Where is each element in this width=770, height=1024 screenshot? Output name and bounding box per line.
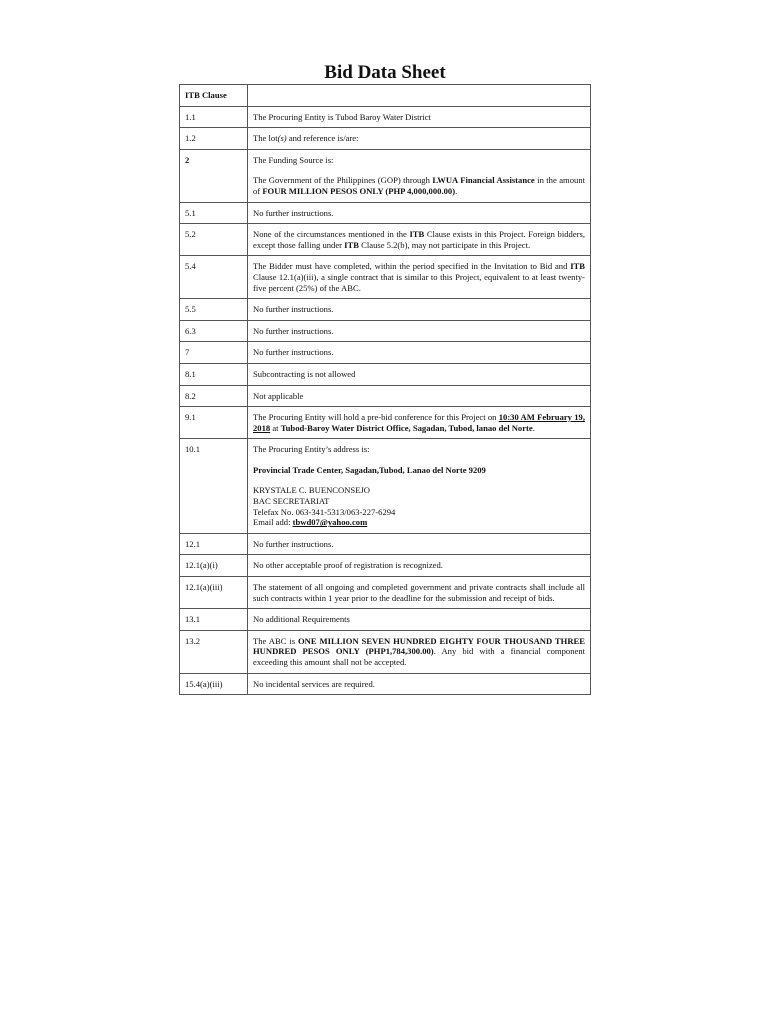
text-run: at [270, 422, 281, 433]
clause-text [248, 630, 591, 673]
table-row [180, 149, 591, 202]
contact-name: KRYSTALE C. BUENCONSEJO [253, 485, 371, 496]
clause-number: 12.1 [180, 533, 248, 555]
text-run: Clause 12.1(a)(iii), a single contract that is similar to this Project, equivalent to at least twenty-five percent (25%) of the ABC. [253, 271, 585, 293]
clause-number: 1.1 [180, 106, 248, 128]
clause-text [248, 149, 591, 202]
clause-text: No further instructions. [248, 533, 591, 555]
table-row [180, 555, 591, 577]
contact-email [253, 517, 585, 528]
clause-number: 7 [180, 342, 248, 364]
table-row [180, 533, 591, 555]
clause-text: No further instructions. [248, 299, 591, 321]
clause-text: No further instructions. [248, 320, 591, 342]
table-row [180, 407, 591, 439]
text-run: None of the circumstances mentioned in the [253, 229, 410, 240]
bid-data-table [179, 84, 591, 695]
table-row [180, 439, 591, 534]
table-row [180, 609, 591, 631]
clause-number: 2 [180, 149, 248, 202]
header-itb-clause: ITB Clause [180, 85, 248, 107]
clause-number: 5.2 [180, 224, 248, 256]
table-row [180, 577, 591, 609]
clause-number: 12.1(a)(iii) [180, 577, 248, 609]
clause-number: 12.1(a)(i) [180, 555, 248, 577]
text-run: LWUA Financial Assistance [432, 175, 535, 186]
clause-number: 15.4(a)(iii) [180, 673, 248, 695]
table-row [180, 256, 591, 299]
clause-number: 5.1 [180, 202, 248, 224]
clause-text: No other acceptable proof of registration is recognized. [248, 555, 591, 577]
clause-number: 1.2 [180, 128, 248, 150]
table-row [180, 202, 591, 224]
address-intro: The Procuring Entity’s address is: [253, 444, 370, 455]
email-link[interactable]: tbwd07@yahoo.com [292, 517, 368, 528]
table-row [180, 673, 591, 695]
table-header-row [180, 85, 591, 107]
table-row [180, 224, 591, 256]
clause-text [248, 439, 591, 534]
text-run: The lot [253, 133, 278, 144]
clause-text [248, 224, 591, 256]
clause-text: No further instructions. [248, 202, 591, 224]
table-row [180, 299, 591, 321]
text-run: (s) [277, 133, 287, 144]
clause-text: No further instructions. [248, 342, 591, 364]
text-run: Clause exists in this Project. Foreign bidders, except those falling under [253, 229, 586, 250]
table-row [180, 320, 591, 342]
document-title: Bid Data Sheet [324, 62, 446, 83]
table-row [180, 106, 591, 128]
text-run: ITB [344, 239, 359, 250]
text-run: ITB [409, 229, 425, 240]
clause-text: No additional Requirements [248, 609, 591, 631]
clause-number: 5.5 [180, 299, 248, 321]
clause-text [248, 128, 591, 150]
funding-detail [253, 175, 585, 196]
text-run: ITB [570, 261, 585, 272]
clause-number: 5.4 [180, 256, 248, 299]
clause-number: 10.1 [180, 439, 248, 534]
text-run: The ABC is [253, 635, 298, 646]
clause-text: Not applicable [248, 385, 591, 407]
text-run: FOUR MILLION PESOS ONLY (PHP 4,000,000.00) [262, 185, 456, 196]
clause-text: Subcontracting is not allowed [248, 363, 591, 385]
clause-number: 8.2 [180, 385, 248, 407]
table-row [180, 342, 591, 364]
text-run: and reference is/are: [286, 133, 359, 144]
table-row [180, 385, 591, 407]
text-run: . [455, 185, 458, 196]
text-run: Email add: [253, 517, 293, 528]
header-description [248, 85, 591, 107]
entity-address: Provincial Trade Center, Sagadan,Tubod, Lanao del Norte 9209 [253, 464, 486, 475]
text-run: . [532, 422, 535, 433]
prebid-venue: Tubod-Baroy Water District Office, Sagadan, Tubod, lanao del Norte [280, 422, 533, 433]
clause-text: No incidental services are required. [248, 673, 591, 695]
clause-text: The statement of all ongoing and completed government and private contracts shall include all such contracts within 1 year prior to the deadline for the submission and receipt of bids. [248, 577, 591, 609]
prebid-date: 10:30 AM February 19, 2018 [253, 412, 585, 433]
abc-amount: ONE MILLION SEVEN HUNDRED EIGHTY FOUR THOUSAND THREE HUNDRED PESOS ONLY (PHP1,784,300.00) [253, 635, 586, 657]
clause-text: The Procuring Entity is Tubod Baroy Water District [248, 106, 591, 128]
clause-number: 9.1 [180, 407, 248, 439]
text-run: The Government of the Philippines (GOP) through [253, 175, 433, 186]
table-row [180, 363, 591, 385]
contact-telefax: Telefax No. 063-341-5313/063-227-6294 [253, 506, 396, 517]
clause-number: 13.2 [180, 630, 248, 673]
clause-number: 8.1 [180, 363, 248, 385]
table-row [180, 630, 591, 673]
contact-position: BAC SECRETARIAT [253, 496, 330, 507]
funding-intro: The Funding Source is: [253, 154, 334, 165]
table-row [180, 128, 591, 150]
text-run: . Any bid with a financial component exceeding this amount shall not be accepted. [253, 646, 585, 667]
clause-text [248, 256, 591, 299]
clause-number: 6.3 [180, 320, 248, 342]
text-run: Clause 5.2(b), may not participate in this Project. [358, 239, 531, 250]
text-run: The Bidder must have completed, within the period specified in the Invitation to Bid and [253, 261, 571, 272]
text-run: in the amount of [253, 175, 585, 196]
text-run: The Procuring Entity will hold a pre-bid conference for this Project on [253, 412, 499, 423]
clause-number: 13.1 [180, 609, 248, 631]
clause-text [248, 407, 591, 439]
